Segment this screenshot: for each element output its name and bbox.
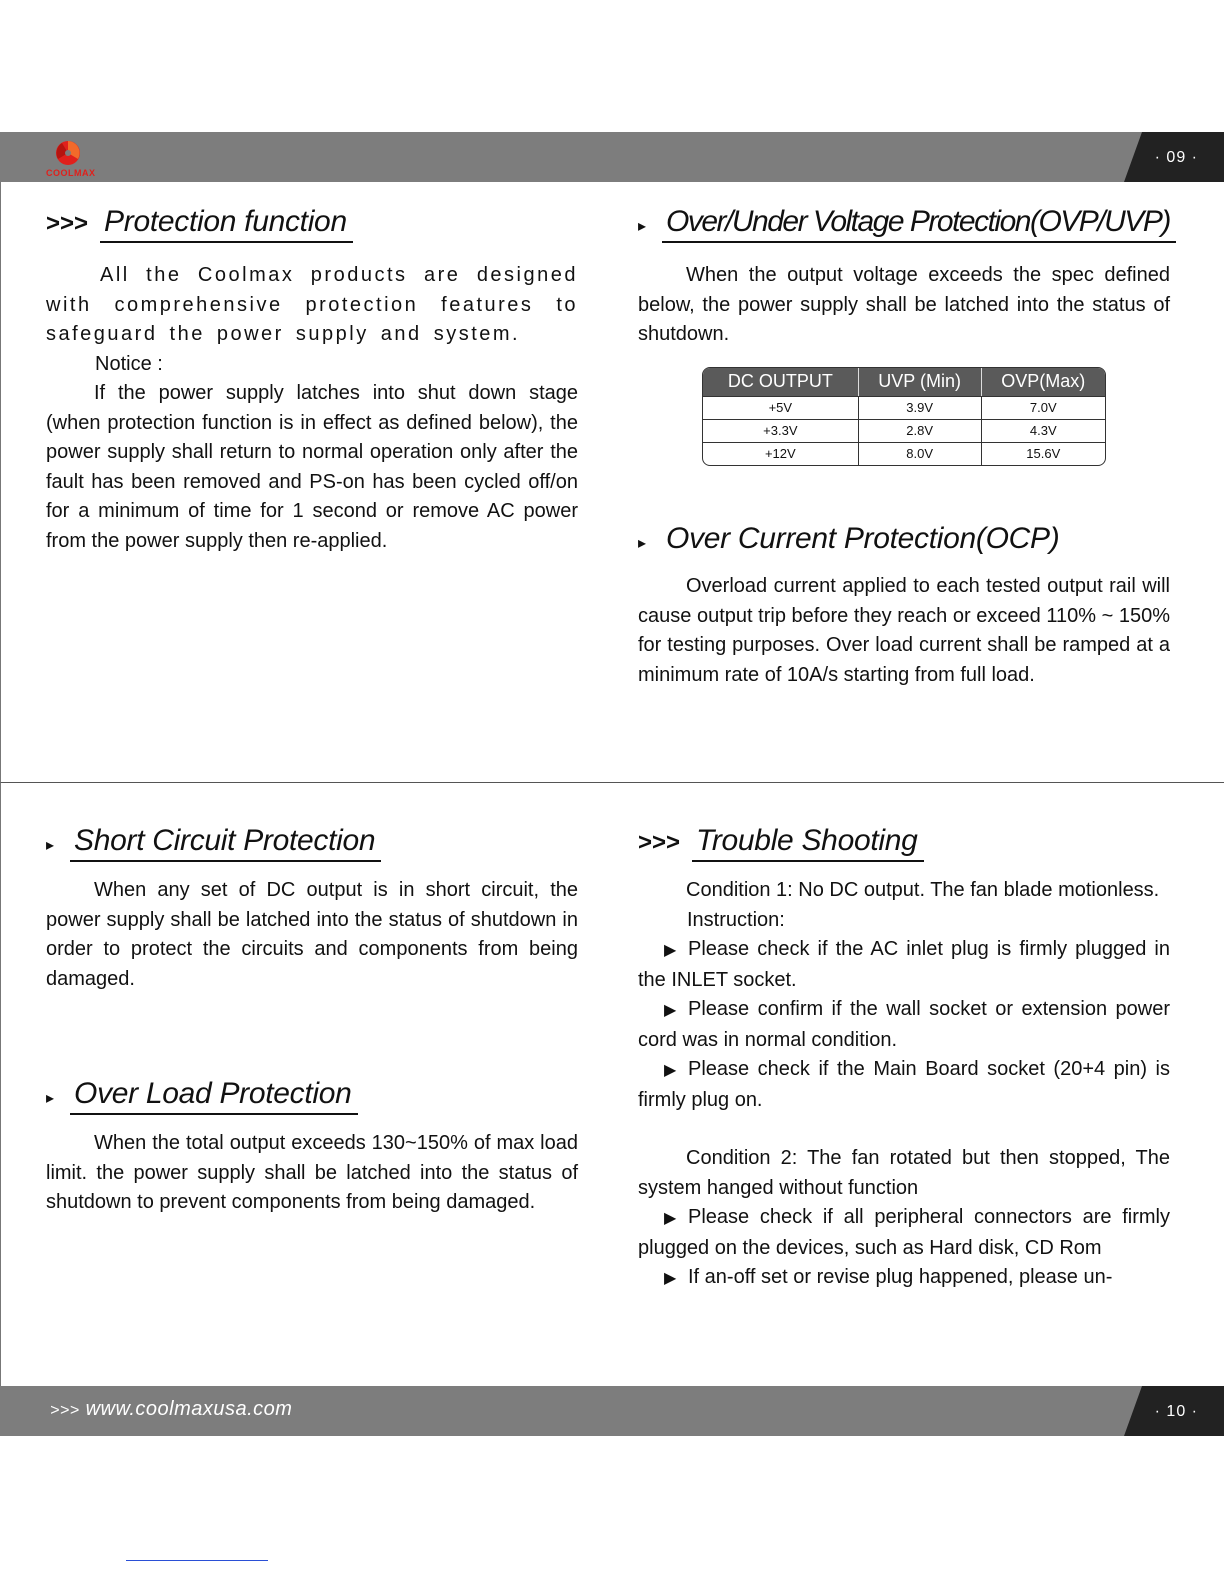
olp-section — [46, 1077, 578, 1218]
arrow-bullet-icon: ▶ — [664, 1210, 677, 1227]
arrow-bullet-icon: ▶ — [664, 1002, 677, 1019]
ocp-section — [638, 522, 1170, 690]
page-number-10: · 10 · — [1154, 1403, 1198, 1420]
condition-1: Condition 1: No DC output. The fan blade motionless. — [686, 879, 1160, 901]
ovp-text: When the output voltage exceeds the spec defined below, the power supply shall be latched into the status of shutdown. — [638, 264, 1170, 345]
arrow-bullet-icon: ▶ — [664, 1270, 677, 1287]
ovp-title: Over/Under Voltage Protection(OVP/UVP) — [662, 205, 1176, 243]
trouble-heading — [638, 824, 1170, 862]
bullet-text: Please confirm if the wall socket or extension power cord was in normal condition. — [638, 998, 1170, 1051]
table-cell: 4.3V — [982, 419, 1105, 442]
swirl-logo-icon — [46, 138, 86, 170]
scp-section — [46, 824, 578, 994]
coolmax-logo — [46, 138, 110, 178]
page-number-09: · 09 · — [1154, 149, 1198, 166]
olp-title: Over Load Protection — [70, 1077, 358, 1115]
footer-bar — [0, 1386, 1224, 1436]
table-row — [703, 419, 1105, 442]
table-cell: 7.0V — [982, 396, 1105, 419]
ocp-title: Over Current Protection(OCP) — [666, 522, 1060, 555]
section-marker: >>> — [46, 210, 89, 237]
table-cell: +12V — [703, 442, 859, 465]
list-item — [638, 935, 1170, 995]
olp-text: When the total output exceeds 130~150% of max load limit. the power supply shall be latched into the status of shutdown to prevent components from being damaged. — [46, 1132, 578, 1213]
ovp-section — [638, 205, 1170, 466]
voltage-spec-table — [702, 367, 1106, 466]
table-cell: +5V — [703, 396, 859, 419]
olp-heading — [46, 1077, 578, 1115]
divider — [126, 1560, 268, 1561]
protection-intro: All the Coolmax products are designed with comprehensive protection features to safeguard the power supply and system. — [46, 264, 578, 345]
instruction-label: Instruction: — [687, 908, 785, 931]
table-header-row — [703, 368, 1105, 396]
condition-2: Condition 2: The fan rotated but then stopped, The system hanged without function — [638, 1147, 1170, 1199]
section-marker: >>> — [638, 829, 681, 856]
logo-wordmark: COOLMAX — [46, 168, 96, 178]
table-cell: 8.0V — [859, 442, 982, 465]
list-item — [638, 1263, 1170, 1294]
bullet-text: Please check if the Main Board socket (20+4 pin) is firmly plug on. — [638, 1058, 1170, 1111]
list-item — [638, 995, 1170, 1055]
url-text: www.coolmaxusa.com — [85, 1398, 293, 1420]
bullet-text: If an-off set or revise plug happened, please un- — [688, 1266, 1113, 1288]
table-cell: 15.6V — [982, 442, 1105, 465]
table-cell: 2.8V — [859, 419, 982, 442]
table-cell: 3.9V — [859, 396, 982, 419]
protection-section — [46, 205, 578, 556]
triangle-marker-icon: ▸ — [46, 1090, 55, 1107]
col-ovp-max: OVP(Max) — [982, 368, 1105, 396]
trouble-section — [638, 824, 1170, 1294]
triangle-marker-icon: ▸ — [638, 218, 647, 235]
notice-label: Notice : — [95, 352, 163, 375]
table-cell: +3.3V — [703, 419, 859, 442]
col-uvp-min: UVP (Min) — [859, 368, 982, 396]
trouble-title: Trouble Shooting — [692, 824, 923, 862]
list-item — [638, 1055, 1170, 1115]
table-row — [703, 442, 1105, 465]
triangle-marker-icon: ▸ — [638, 535, 647, 552]
header-bar — [0, 132, 1224, 182]
ocp-heading — [638, 522, 1170, 558]
scp-title: Short Circuit Protection — [70, 824, 381, 862]
triangle-marker-icon: ▸ — [46, 837, 55, 854]
table-row — [703, 396, 1105, 419]
ovp-heading — [638, 205, 1170, 243]
url-prefix: >>> — [50, 1402, 80, 1419]
protection-notice-text: If the power supply latches into shut down stage (when protection function is in effect as defined below), the power supply shall return to normal operation only after the fault has been removed and PS-on has been cycled off/on for a minimum of time for 1 second or remove AC power from the power supply then re-applied. — [46, 382, 578, 552]
website-link[interactable] — [50, 1398, 292, 1421]
ocp-text: Overload current applied to each tested output rail will cause output trip before they reach or exceed 110% ~ 150% for testing purposes. Over load current shall be ramped at a minimum rate of 10A/s starting from full load. — [638, 575, 1170, 686]
col-dc-output: DC OUTPUT — [703, 368, 859, 396]
protection-title: Protection function — [100, 205, 353, 243]
bullet-text: Please check if all peripheral connectors are firmly plugged on the devices, such as Hard disk, CD Rom — [638, 1206, 1170, 1259]
bullet-text: Please check if the AC inlet plug is firmly plugged in the INLET socket. — [638, 938, 1170, 991]
arrow-bullet-icon: ▶ — [664, 942, 677, 959]
protection-heading — [46, 205, 578, 243]
arrow-bullet-icon: ▶ — [664, 1062, 677, 1079]
list-item — [638, 1203, 1170, 1263]
scp-text: When any set of DC output is in short circuit, the power supply shall be latched into the status of shutdown in order to protect the circuits and components from being damaged. — [46, 879, 578, 990]
scp-heading — [46, 824, 578, 862]
